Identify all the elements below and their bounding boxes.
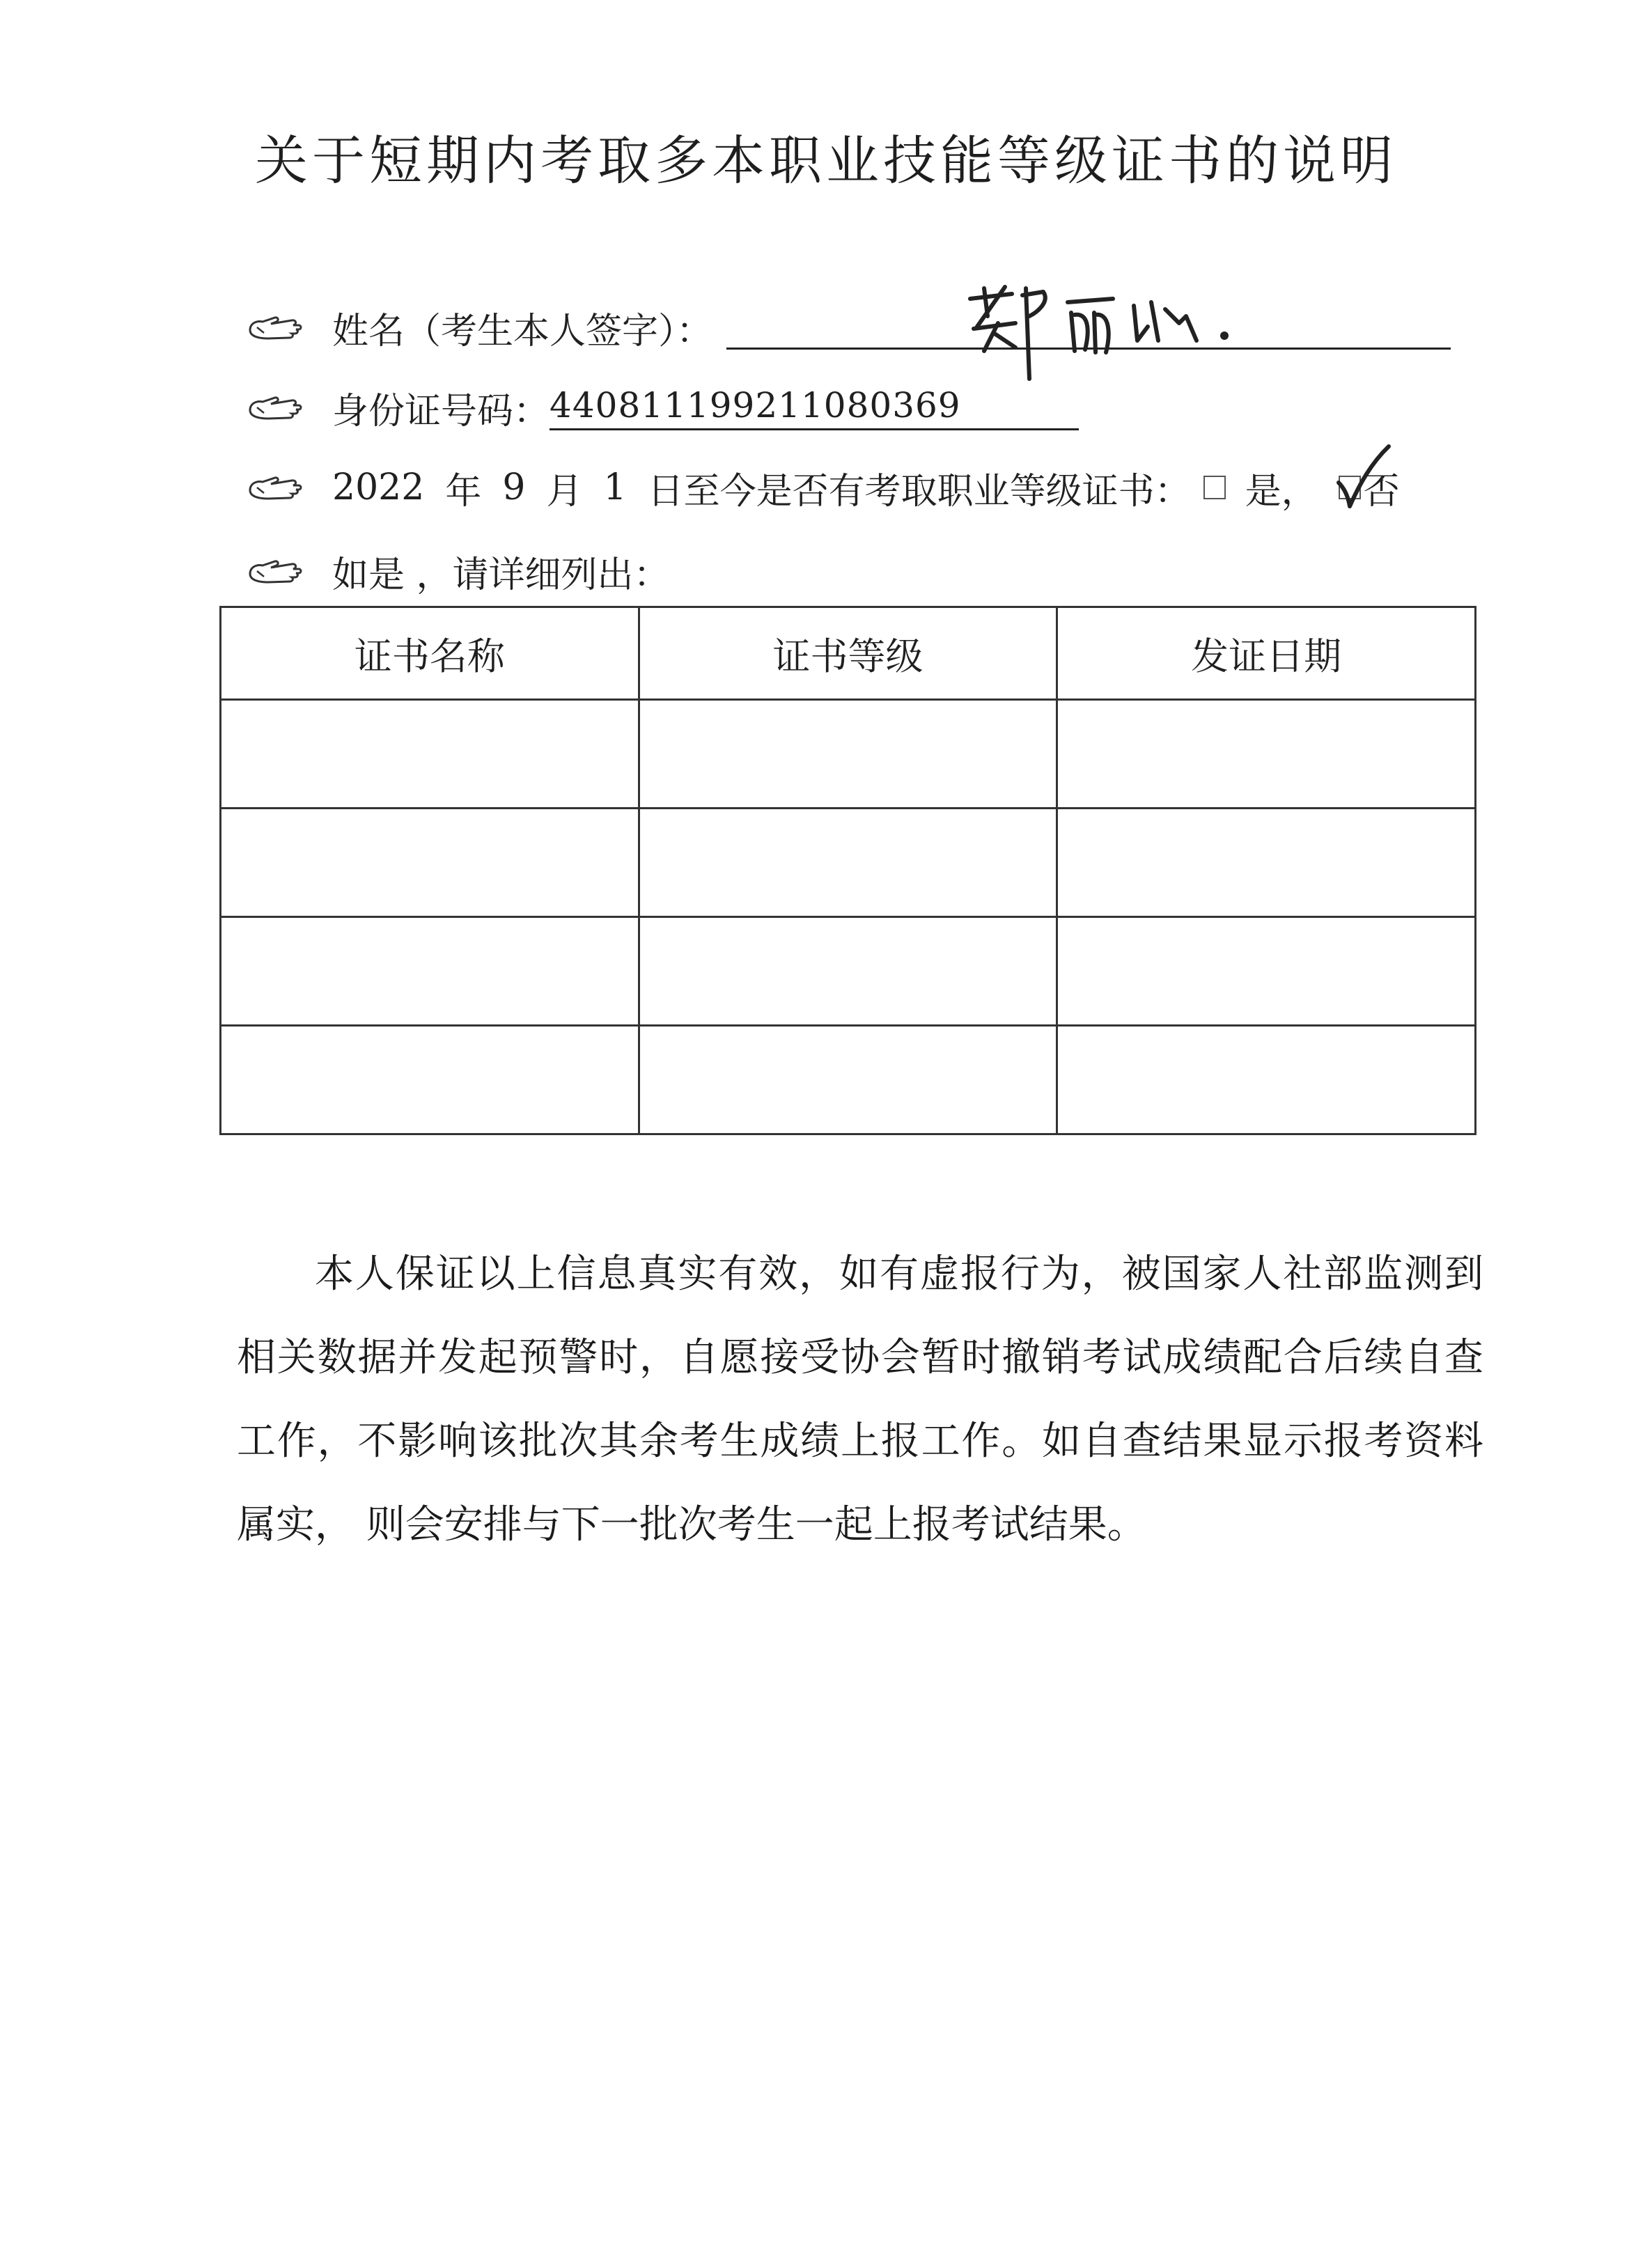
- id-label: 身份证号码：: [332, 390, 550, 432]
- table-cell[interactable]: [639, 1026, 1057, 1134]
- date-day: 1: [603, 467, 627, 508]
- pointing-hand-icon: [247, 312, 304, 343]
- id-row: [247, 380, 1079, 435]
- pointing-hand-icon: [247, 556, 304, 586]
- certificate-question-row: [247, 460, 1400, 515]
- detail-label: 如是 ，请详细列出：: [332, 554, 670, 596]
- header-issue-date: 发证日期: [1057, 607, 1476, 700]
- date-year: 2022: [332, 467, 425, 508]
- table-cell[interactable]: [221, 1026, 639, 1134]
- no-label: 否: [1363, 470, 1400, 513]
- statement-paragraph: [237, 1233, 1483, 1567]
- handwritten-signature: [956, 274, 1249, 386]
- table-row: [221, 809, 1476, 917]
- question-text: 日至今是否有考取职业等级证书：: [647, 470, 1191, 513]
- detail-row: [247, 543, 670, 599]
- date-year-unit: 年: [445, 470, 482, 513]
- id-number-field[interactable]: 440811199211080369: [550, 385, 1079, 430]
- no-checkbox[interactable]: [1339, 476, 1361, 499]
- name-row: [247, 299, 1451, 355]
- table-cell[interactable]: [1057, 809, 1476, 917]
- table-header-row: [221, 607, 1476, 700]
- date-month-unit: 月: [546, 470, 583, 513]
- yes-checkbox[interactable]: [1203, 476, 1226, 499]
- table-row: [221, 1026, 1476, 1134]
- name-label: 姓名（考生本人签字）：: [332, 310, 713, 352]
- table-cell[interactable]: [639, 917, 1057, 1026]
- header-certificate-level: 证书等级: [639, 607, 1057, 700]
- yes-label: 是，: [1245, 470, 1318, 513]
- pointing-hand-icon: [247, 472, 304, 503]
- certificate-table: [219, 606, 1476, 1135]
- table-row: [221, 700, 1476, 809]
- table-cell[interactable]: [639, 700, 1057, 809]
- statement-text: 本人保证以上信息真实有效，如有虚报行为，被国家人社部监测到相关数据并发起预警时，自愿接受协会暂时撤销考试成绩配合后续自查工作，不影响该批次其余考生成绩上报工作。如自查结果显示报考资料属实， 则会安排与下一批次考生一起上报考试结果。: [237, 1251, 1483, 1547]
- date-month: 9: [502, 467, 526, 508]
- table-cell[interactable]: [1057, 700, 1476, 809]
- table-cell[interactable]: [221, 809, 639, 917]
- table-cell[interactable]: [639, 809, 1057, 917]
- pointing-hand-icon: [247, 392, 304, 423]
- page-title: 关于短期内考取多本职业技能等级证书的说明: [255, 130, 1397, 192]
- checkmark-icon: [1333, 442, 1396, 512]
- header-certificate-name: 证书名称: [221, 607, 639, 700]
- table-cell[interactable]: [1057, 1026, 1476, 1134]
- table-cell[interactable]: [1057, 917, 1476, 1026]
- table-row: [221, 917, 1476, 1026]
- table-cell[interactable]: [221, 700, 639, 809]
- table-cell[interactable]: [221, 917, 639, 1026]
- signature-field[interactable]: [726, 306, 1451, 350]
